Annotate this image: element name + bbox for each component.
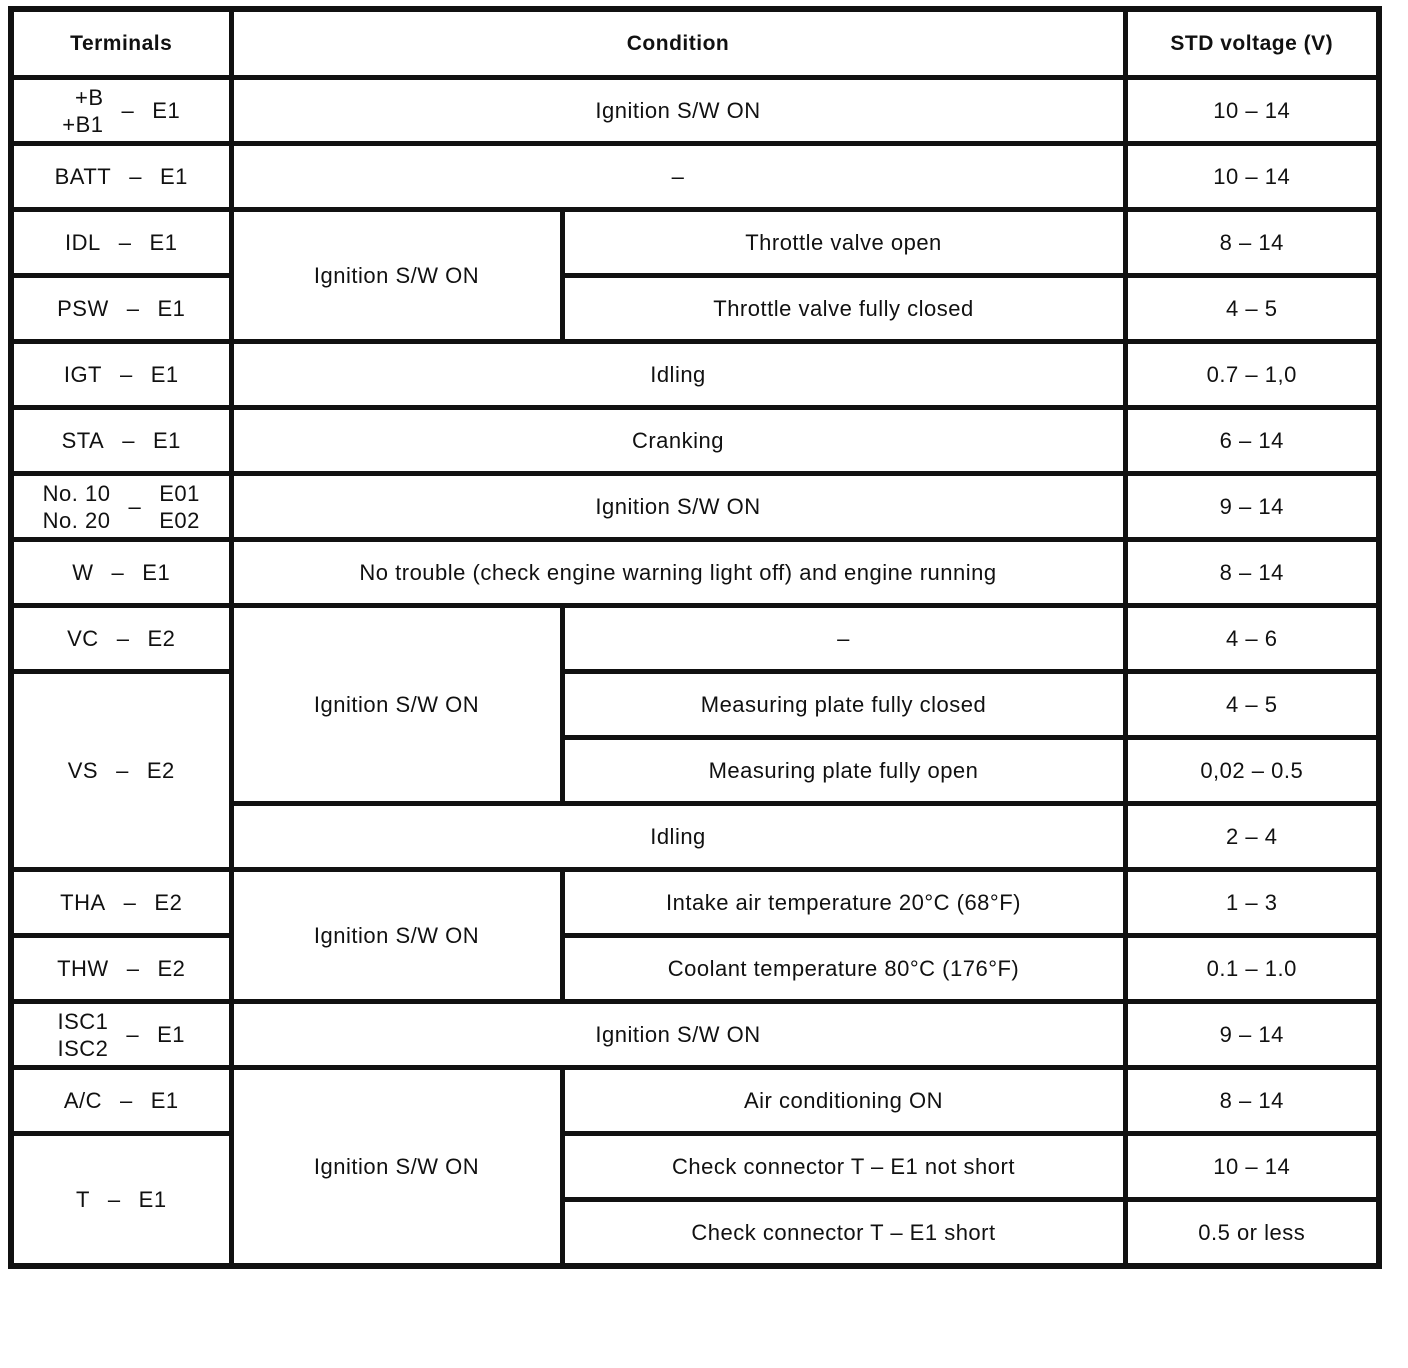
terminal-cell <box>11 672 231 870</box>
voltage-cell: 1 – 3 <box>1125 870 1379 936</box>
terminal-dash: – <box>122 427 135 453</box>
terminal-cell <box>11 1002 231 1068</box>
sub-condition-cell: Intake air temperature 20°C (68°F) <box>562 870 1125 936</box>
header-condition: Condition <box>231 9 1125 78</box>
terminal-ground: E1 <box>142 559 171 585</box>
condition-cell: Ignition S/W ON <box>231 1068 562 1267</box>
terminal-cell <box>11 870 231 936</box>
terminal-ground: E1 <box>157 1021 186 1047</box>
sub-condition-cell: Throttle valve fully closed <box>562 276 1125 342</box>
terminal-label: ISC2 <box>57 1035 109 1061</box>
terminal-cell <box>11 276 231 342</box>
condition-cell: No trouble (check engine warning light off) and engine running <box>231 540 1125 606</box>
terminal-dash: – <box>111 559 125 585</box>
terminal-label: No. 10 <box>42 480 111 506</box>
terminal-cell <box>11 936 231 1002</box>
table-row <box>11 606 1379 672</box>
terminal-voltage-table <box>8 6 1382 1269</box>
terminal-cell <box>11 408 231 474</box>
condition-cell: – <box>231 144 1125 210</box>
sub-condition-cell: Measuring plate fully closed <box>562 672 1125 738</box>
terminal-cell <box>11 210 231 276</box>
voltage-cell: 4 – 5 <box>1125 672 1379 738</box>
voltage-cell: 9 – 14 <box>1125 474 1379 540</box>
voltage-cell: 9 – 14 <box>1125 1002 1379 1068</box>
table-row <box>11 474 1379 540</box>
terminal-label: STA <box>61 427 105 453</box>
terminal-label: W <box>72 559 94 585</box>
table-row <box>11 276 1379 342</box>
voltage-cell: 2 – 4 <box>1125 804 1379 870</box>
terminal-label: +B1 <box>62 111 104 137</box>
terminal-ground: E2 <box>147 625 176 651</box>
table-row <box>11 870 1379 936</box>
voltage-cell: 6 – 14 <box>1125 408 1379 474</box>
terminal-ground: E1 <box>152 427 181 453</box>
condition-cell: Ignition S/W ON <box>231 78 1125 144</box>
header-std-voltage: STD voltage (V) <box>1125 9 1379 78</box>
voltage-cell: 0.5 or less <box>1125 1200 1379 1267</box>
voltage-cell: 10 – 14 <box>1125 78 1379 144</box>
header-terminals: Terminals <box>11 9 231 78</box>
table-row <box>11 408 1379 474</box>
terminal-ground: E1 <box>152 97 181 123</box>
terminal-ground: E1 <box>157 295 186 321</box>
table-row <box>11 78 1379 144</box>
terminal-label: A/C <box>63 1087 102 1113</box>
voltage-cell: 10 – 14 <box>1125 144 1379 210</box>
terminal-ground: E1 <box>150 361 179 387</box>
terminal-label: ISC1 <box>57 1008 109 1034</box>
condition-cell: Idling <box>231 804 1125 870</box>
table-row <box>11 210 1379 276</box>
voltage-cell: 0.7 – 1,0 <box>1125 342 1379 408</box>
terminal-ground: E1 <box>159 163 188 189</box>
voltage-cell: 4 – 6 <box>1125 606 1379 672</box>
terminal-dash: – <box>128 493 142 519</box>
voltage-cell: 10 – 14 <box>1125 1134 1379 1200</box>
table-row <box>11 936 1379 1002</box>
terminal-ground: E2 <box>154 889 183 915</box>
voltage-cell: 4 – 5 <box>1125 276 1379 342</box>
terminal-ground: E1 <box>138 1186 167 1212</box>
condition-cell: Ignition S/W ON <box>231 606 562 804</box>
terminal-ground: E1 <box>150 1087 179 1113</box>
terminal-dash: – <box>126 955 140 981</box>
terminal-cell <box>11 1068 231 1134</box>
terminal-label: VS <box>67 757 99 783</box>
voltage-cell: 8 – 14 <box>1125 210 1379 276</box>
terminal-dash: – <box>123 889 137 915</box>
terminal-label: VC <box>67 625 99 651</box>
terminal-cell <box>11 540 231 606</box>
condition-cell: Ignition S/W ON <box>231 210 562 342</box>
voltage-cell: 8 – 14 <box>1125 1068 1379 1134</box>
terminal-label: THA <box>60 889 106 915</box>
sub-condition-cell: Air conditioning ON <box>562 1068 1125 1134</box>
terminal-dash: – <box>129 163 142 189</box>
table-row <box>11 1068 1379 1134</box>
terminal-dash: – <box>120 361 133 387</box>
terminal-dash: – <box>120 1087 133 1113</box>
terminal-ground: E02 <box>159 507 200 533</box>
terminal-dash: – <box>126 1021 140 1047</box>
terminal-dash: – <box>118 229 132 255</box>
terminal-cell <box>11 342 231 408</box>
condition-cell: Ignition S/W ON <box>231 1002 1125 1068</box>
sub-condition-cell: Throttle valve open <box>562 210 1125 276</box>
table-row <box>11 540 1379 606</box>
terminal-ground: E1 <box>149 229 178 255</box>
terminal-label: No. 20 <box>42 507 111 533</box>
terminal-cell <box>11 1134 231 1267</box>
sub-condition-cell: Check connector T – E1 short <box>562 1200 1125 1267</box>
terminal-cell <box>11 606 231 672</box>
voltage-cell: 0,02 – 0.5 <box>1125 738 1379 804</box>
condition-cell: Cranking <box>231 408 1125 474</box>
condition-cell: Idling <box>231 342 1125 408</box>
table-row <box>11 1002 1379 1068</box>
terminal-label: PSW <box>57 295 109 321</box>
terminal-label: +B <box>75 84 104 110</box>
condition-cell: Ignition S/W ON <box>231 474 1125 540</box>
voltage-cell: 0.1 – 1.0 <box>1125 936 1379 1002</box>
table-row <box>11 144 1379 210</box>
terminal-label: BATT <box>54 163 112 189</box>
terminal-label: THW <box>57 955 109 981</box>
sub-condition-cell: Coolant temperature 80°C (176°F) <box>562 936 1125 1002</box>
terminal-label: IGT <box>63 361 102 387</box>
terminal-ground: E01 <box>159 480 200 506</box>
terminal-dash: – <box>116 625 130 651</box>
table-row <box>11 1134 1379 1200</box>
terminal-ground: E2 <box>146 757 175 783</box>
terminal-dash: – <box>107 1186 121 1212</box>
terminal-ground: E2 <box>157 955 186 981</box>
condition-cell: Ignition S/W ON <box>231 870 562 1002</box>
terminal-dash: – <box>126 295 140 321</box>
terminal-label: IDL <box>65 229 101 255</box>
terminal-label: T <box>75 1186 90 1212</box>
terminal-dash: – <box>116 757 129 783</box>
header-row <box>11 9 1379 78</box>
terminal-dash: – <box>121 97 135 123</box>
terminal-cell <box>11 78 231 144</box>
sub-condition-cell: Check connector T – E1 not short <box>562 1134 1125 1200</box>
terminal-cell <box>11 144 231 210</box>
sub-condition-cell: – <box>562 606 1125 672</box>
voltage-cell: 8 – 14 <box>1125 540 1379 606</box>
table-row <box>11 342 1379 408</box>
table-row <box>11 672 1379 738</box>
sub-condition-cell: Measuring plate fully open <box>562 738 1125 804</box>
terminal-cell <box>11 474 231 540</box>
